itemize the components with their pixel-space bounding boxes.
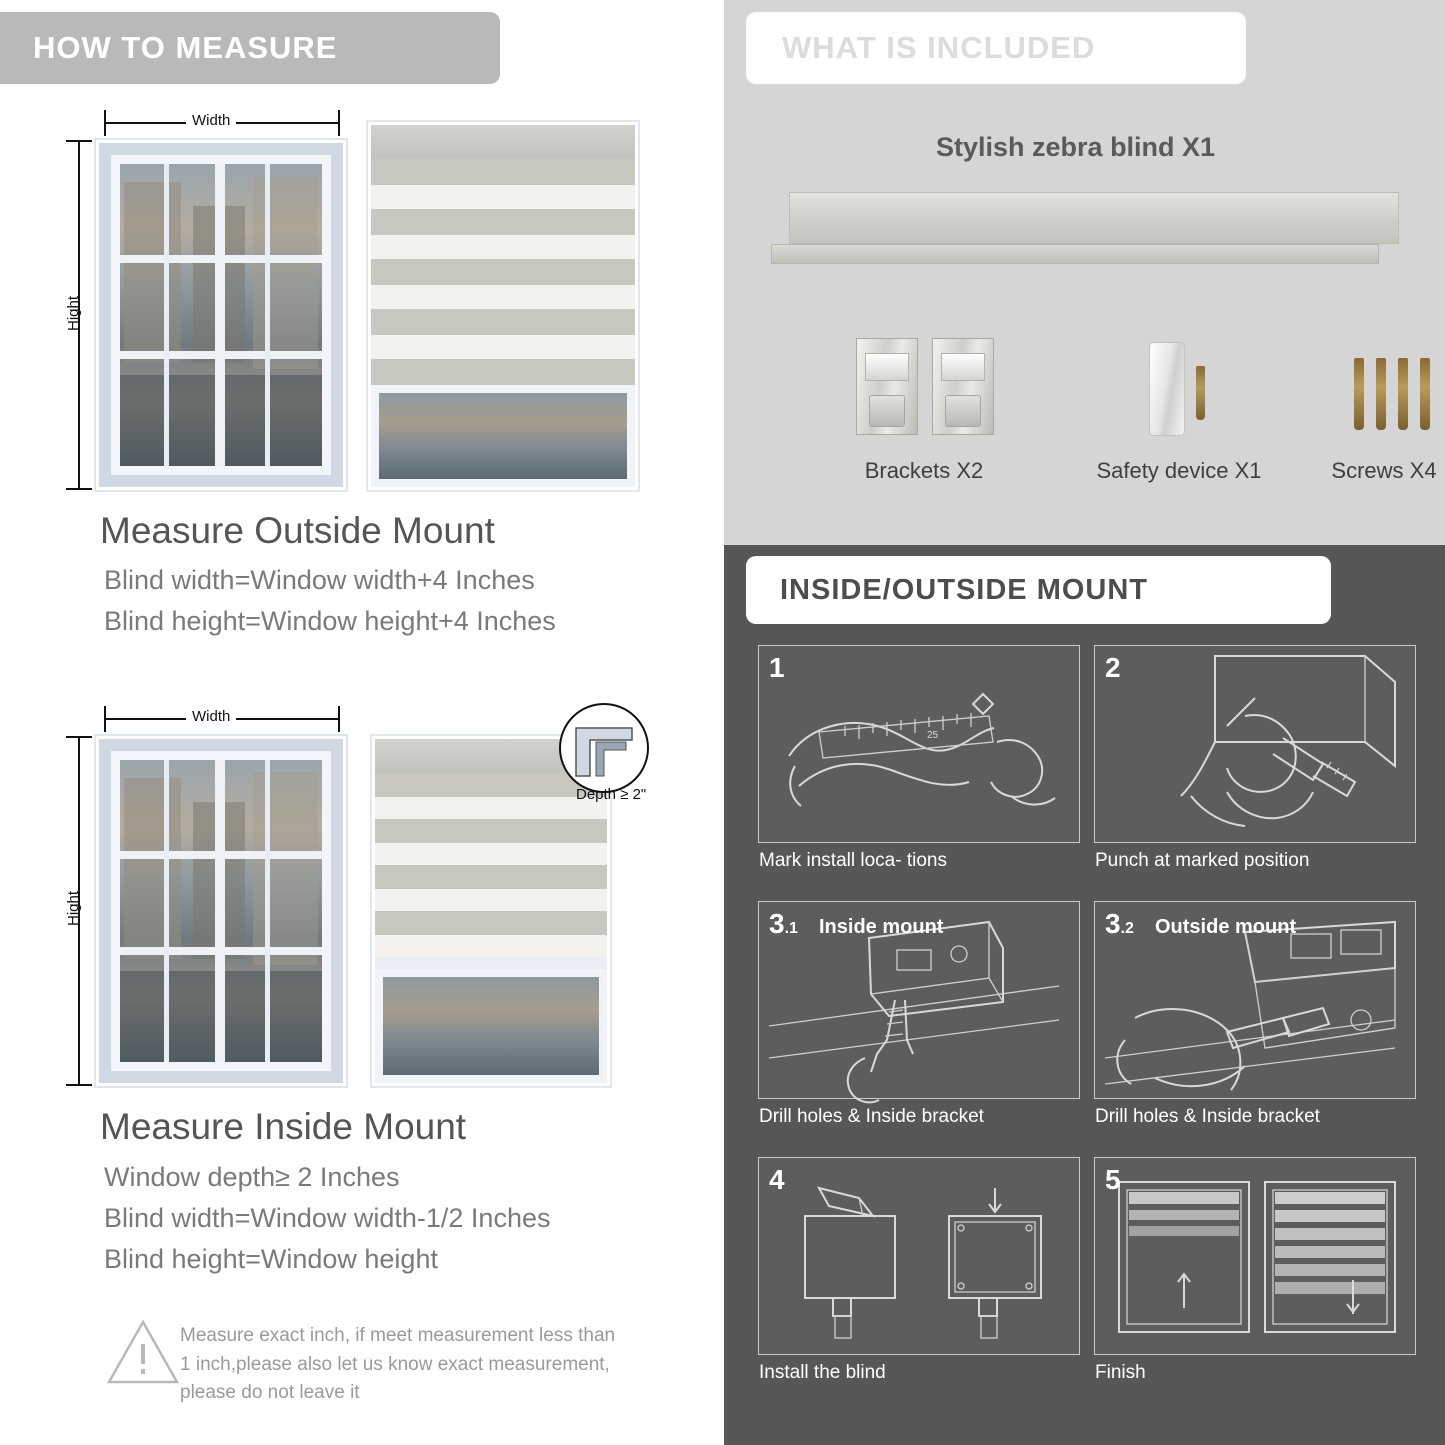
window-illustration-outside [96,140,346,490]
step-3-2-num-sub: .2 [1120,920,1134,937]
step-4 [758,1157,1080,1383]
zebra-fabric [371,159,635,385]
finished-blind-icon [1095,1158,1415,1354]
bracket-icon [856,338,918,435]
step-5 [1094,1157,1416,1383]
outside-height-tick-top [66,140,92,142]
step-3-1-caption: Drill holes & Inside bracket [759,1106,984,1127]
step-4-caption: Install the blind [759,1362,886,1383]
inside-outside-mount-panel [724,545,1445,1445]
step-3-2-number [1105,908,1134,940]
inside-height-tick-bottom [66,1084,92,1086]
screw-icon-4 [1420,358,1430,430]
blind-headrail [371,125,635,161]
what-is-included-panel [724,0,1445,545]
inside-height-label: Hight [65,890,83,927]
outside-mount-title: Measure Outside Mount [100,510,495,551]
part-brackets [784,330,1064,500]
hand-ruler-icon [759,646,1079,842]
inside-mount-line-3: Blind height=Window height [104,1244,438,1274]
safety-device-icon [1149,342,1185,436]
blind-window-view-inside [375,969,607,1083]
step-2-caption: Punch at marked position [1095,850,1310,871]
outside-mount-line-2: Blind height=Window height+4 Inches [104,606,556,636]
window-frame-inside [111,751,331,1071]
window-frame [111,155,331,475]
step-3-1-subtitle: Inside mount [819,916,944,938]
outside-width-label: Width [186,112,236,129]
warning-triangle-icon [106,1318,180,1386]
window-illustration-inside [96,736,346,1086]
part-screws [1289,330,1445,500]
outside-mount-line-1: Blind width=Window width+4 Inches [104,565,535,595]
depth-label: Depth ≥ 2" [576,786,647,803]
inside-outside-mount-banner: INSIDE/OUTSIDE MOUNT [746,556,1331,624]
screw-icon-1 [1354,358,1364,430]
blind-window-view [371,385,635,487]
how-to-measure-banner: HOW TO MEASURE [0,12,500,84]
part-label-safety: Safety device X1 [1096,458,1262,483]
outside-height-label: Hight [65,295,83,332]
warning-text: Measure exact inch, if meet measurement less than 1 inch,please also let us know exact measurement, please do not leave it [180,1325,616,1403]
screw-icon-2 [1376,358,1386,430]
product-title: Stylish zebra blind X1 [936,132,1216,162]
blind-illustration-outside [368,122,638,490]
inside-mount-line-1: Window depth≥ 2 Inches [104,1162,400,1192]
step-3-1 [758,901,1080,1127]
inside-width-label: Width [186,708,236,725]
install-blind-icon [759,1158,1079,1354]
step-2-number: 2 [1105,652,1121,683]
step-3-2 [1094,901,1416,1127]
step-1 [758,645,1080,871]
outside-width-tick-right [338,110,340,136]
step-3-2-subtitle: Outside mount [1155,916,1297,938]
headrail-illustration [771,192,1399,264]
svg-text:25: 25 [927,730,939,741]
what-is-included-banner: WHAT IS INCLUDED [746,12,1246,84]
step-5-number: 5 [1105,1164,1121,1195]
inside-mount-line-2: Blind width=Window width-1/2 Inches [104,1203,551,1233]
part-label-screws: Screws X4 [1331,458,1437,483]
step-3-1-number [769,908,798,940]
screw-icon-3 [1398,358,1408,430]
outside-height-tick-bottom [66,488,92,490]
step-5-caption: Finish [1095,1362,1146,1383]
inside-mount-title: Measure Inside Mount [100,1106,467,1147]
step-3-1-num-sub: .1 [784,920,798,937]
step-1-caption: Mark install loca- tions [759,850,947,871]
step-3-2-num-main: 3 [1105,908,1121,939]
parts-list [724,330,1445,510]
step-1-number: 1 [769,652,785,683]
inside-width-tick-left [104,706,106,732]
part-label-brackets: Brackets X2 [864,458,984,483]
outside-width-tick-left [104,110,106,136]
step-3-2-caption: Drill holes & Inside bracket [1095,1106,1320,1127]
bracket-icon-2 [932,338,994,435]
inside-width-tick-right [338,706,340,732]
step-2 [1094,645,1416,871]
step-3-1-num-main: 3 [769,908,785,939]
inside-height-tick-top [66,736,92,738]
step-4-number: 4 [769,1164,785,1195]
how-to-measure-panel [0,0,712,1445]
drill-icon [1095,646,1415,842]
safety-screw-icon [1196,366,1205,420]
right-panel [712,0,1445,1445]
